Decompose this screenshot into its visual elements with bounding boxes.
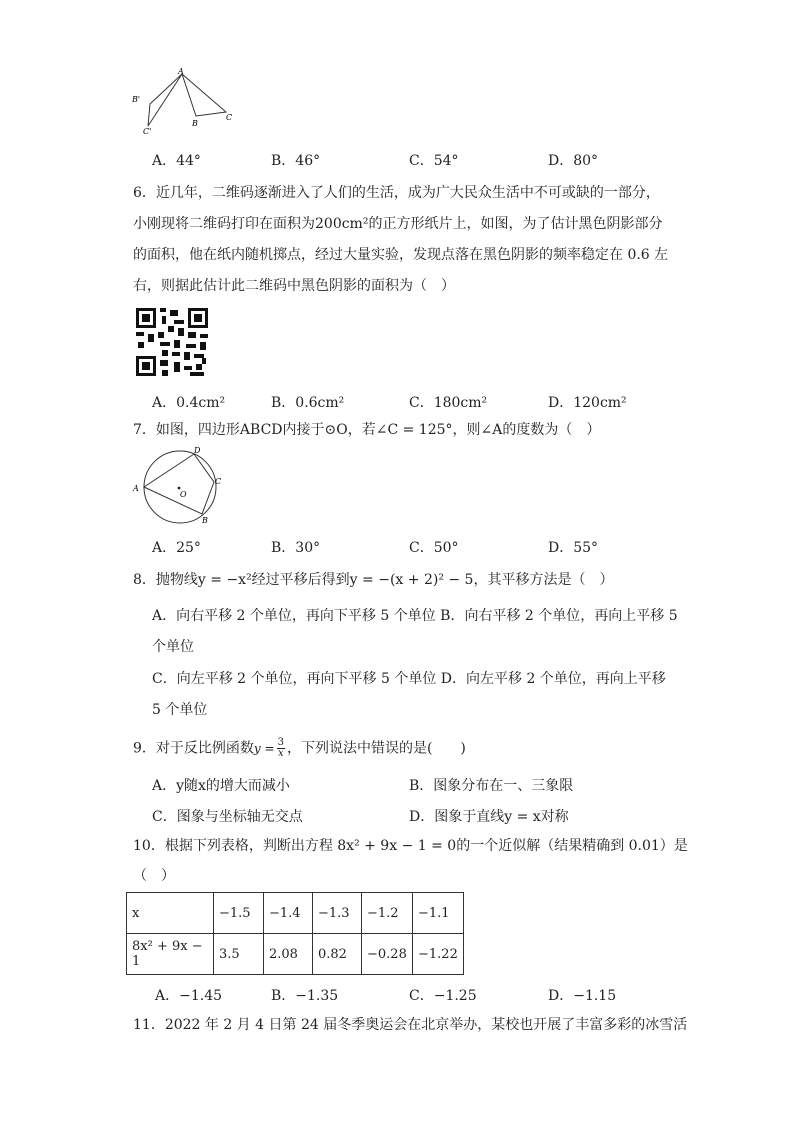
table-cell: −1.1 [413, 893, 464, 934]
table-cell: −1.3 [313, 893, 362, 934]
q6-option-c: C．180cm² [409, 395, 488, 411]
label-C: C [226, 113, 233, 122]
label-B: B [192, 119, 198, 128]
q9-question [133, 738, 466, 759]
qr-code-image [134, 306, 210, 378]
q9-fraction [277, 738, 285, 759]
table-row [127, 934, 464, 975]
q9-option-d: D．图象于直线y = x对称 [409, 809, 569, 825]
q7-option-d: D．55° [548, 540, 599, 556]
q6-option-a: A．0.4cm² [152, 395, 226, 411]
q9-option-b: B．图象分布在一、三象限 [409, 778, 574, 794]
label-A: A [178, 67, 184, 76]
q10-option-a: A．−1.45 [155, 988, 223, 1004]
q10-question-line-1: 10．根据下列表格，判断出方程 8x² + 9x − 1 = 0的一个近似解（结果精确到 0.01）是 [133, 838, 688, 854]
label-C-prime: C' [143, 127, 152, 136]
q8-options-line-1: A．向右平移 2 个单位，再向下平移 5 个单位 B．向右平移 2 个单位，再向上平移 5 [152, 608, 678, 624]
q8-question: 8．抛物线y = −x²经过平移后得到y = −(x + 2)² − 5，其平移方法是（ ） [133, 572, 614, 588]
label-O: O [180, 490, 187, 499]
q6-line-2: 小刚现将二维码打印在面积为200cm²的正方形纸片上，如图，为了估计黑色阴影部分 [133, 216, 663, 232]
q9-prefix: 9．对于反比例函数 [133, 740, 254, 757]
table-row [127, 893, 464, 934]
triangle-figure [130, 64, 240, 136]
q8-options-line-4: 5 个单位 [152, 702, 208, 718]
q9-option-a: A．y随x的增大而减小 [152, 778, 290, 794]
q10-option-d: D．−1.15 [548, 988, 617, 1004]
q6-line-3: 的面积，他在纸内随机掷点，经过大量实验，发现点落在黑色阴影的频率稳定在 0.6 左 [133, 247, 669, 263]
q9-suffix: ，下列说法中错误的是( ) [286, 740, 466, 757]
table-cell: −1.4 [264, 893, 313, 934]
q6-line-1: 6．近几年，二维码逐渐进入了人们的生活，成为广大民众生活中不可或缺的一部分， [133, 185, 660, 201]
q8-options-line-2: 个单位 [152, 639, 194, 655]
q9-option-c: C．图象与坐标轴无交点 [152, 809, 303, 825]
label-B: B [202, 516, 208, 525]
table-cell: x [127, 893, 214, 934]
table-cell: −1.22 [413, 934, 464, 975]
q6-line-4: 右，则据此估计此二维码中黑色阴影的面积为（ ） [133, 278, 455, 294]
label-D: D [194, 446, 201, 455]
values-table [126, 892, 464, 975]
q7-option-c: C．50° [409, 540, 459, 556]
q5-option-c: C．54° [409, 153, 459, 169]
circle-quadrilateral-figure [130, 444, 226, 528]
q7-option-a: A．25° [152, 540, 201, 556]
table-cell: −0.28 [362, 934, 413, 975]
q9-function-lhs: y = [253, 741, 275, 756]
label-B-prime: B' [132, 95, 141, 104]
table-cell: 2.08 [264, 934, 313, 975]
table-cell: 0.82 [313, 934, 362, 975]
table-cell: 8x² + 9x − 1 [127, 934, 214, 975]
q7-question: 7．如图，四边形ABCD内接于⊙O，若∠C = 125°，则∠A的度数为（ ） [133, 422, 601, 438]
q10-option-b: B．−1.35 [271, 988, 339, 1004]
q6-option-d: D．120cm² [548, 395, 627, 411]
q6-option-b: B．0.6cm² [271, 395, 345, 411]
table-cell: −1.5 [214, 893, 264, 934]
q10-option-c: C．−1.25 [409, 988, 477, 1004]
table-cell: −1.2 [362, 893, 413, 934]
q9-fraction-denominator: x [277, 748, 284, 759]
q10-question-line-2: （ ） [133, 868, 175, 884]
q5-option-b: B．46° [271, 153, 321, 169]
q8-options-line-3: C．向左平移 2 个单位，再向下平移 5 个单位 D．向左平移 2 个单位，再向上平移 [152, 671, 666, 687]
q5-option-a: A．44° [152, 153, 201, 169]
table-cell: 3.5 [214, 934, 264, 975]
q11-question: 11．2022 年 2 月 4 日第 24 届冬季奥运会在北京举办，某校也开展了丰富多彩的冰雪活 [133, 1017, 688, 1033]
q9-fraction-numerator: 3 [277, 737, 284, 748]
label-C: C [215, 477, 222, 486]
q7-option-b: B．30° [271, 540, 321, 556]
label-A: A [133, 484, 139, 493]
q5-option-d: D．80° [548, 153, 599, 169]
